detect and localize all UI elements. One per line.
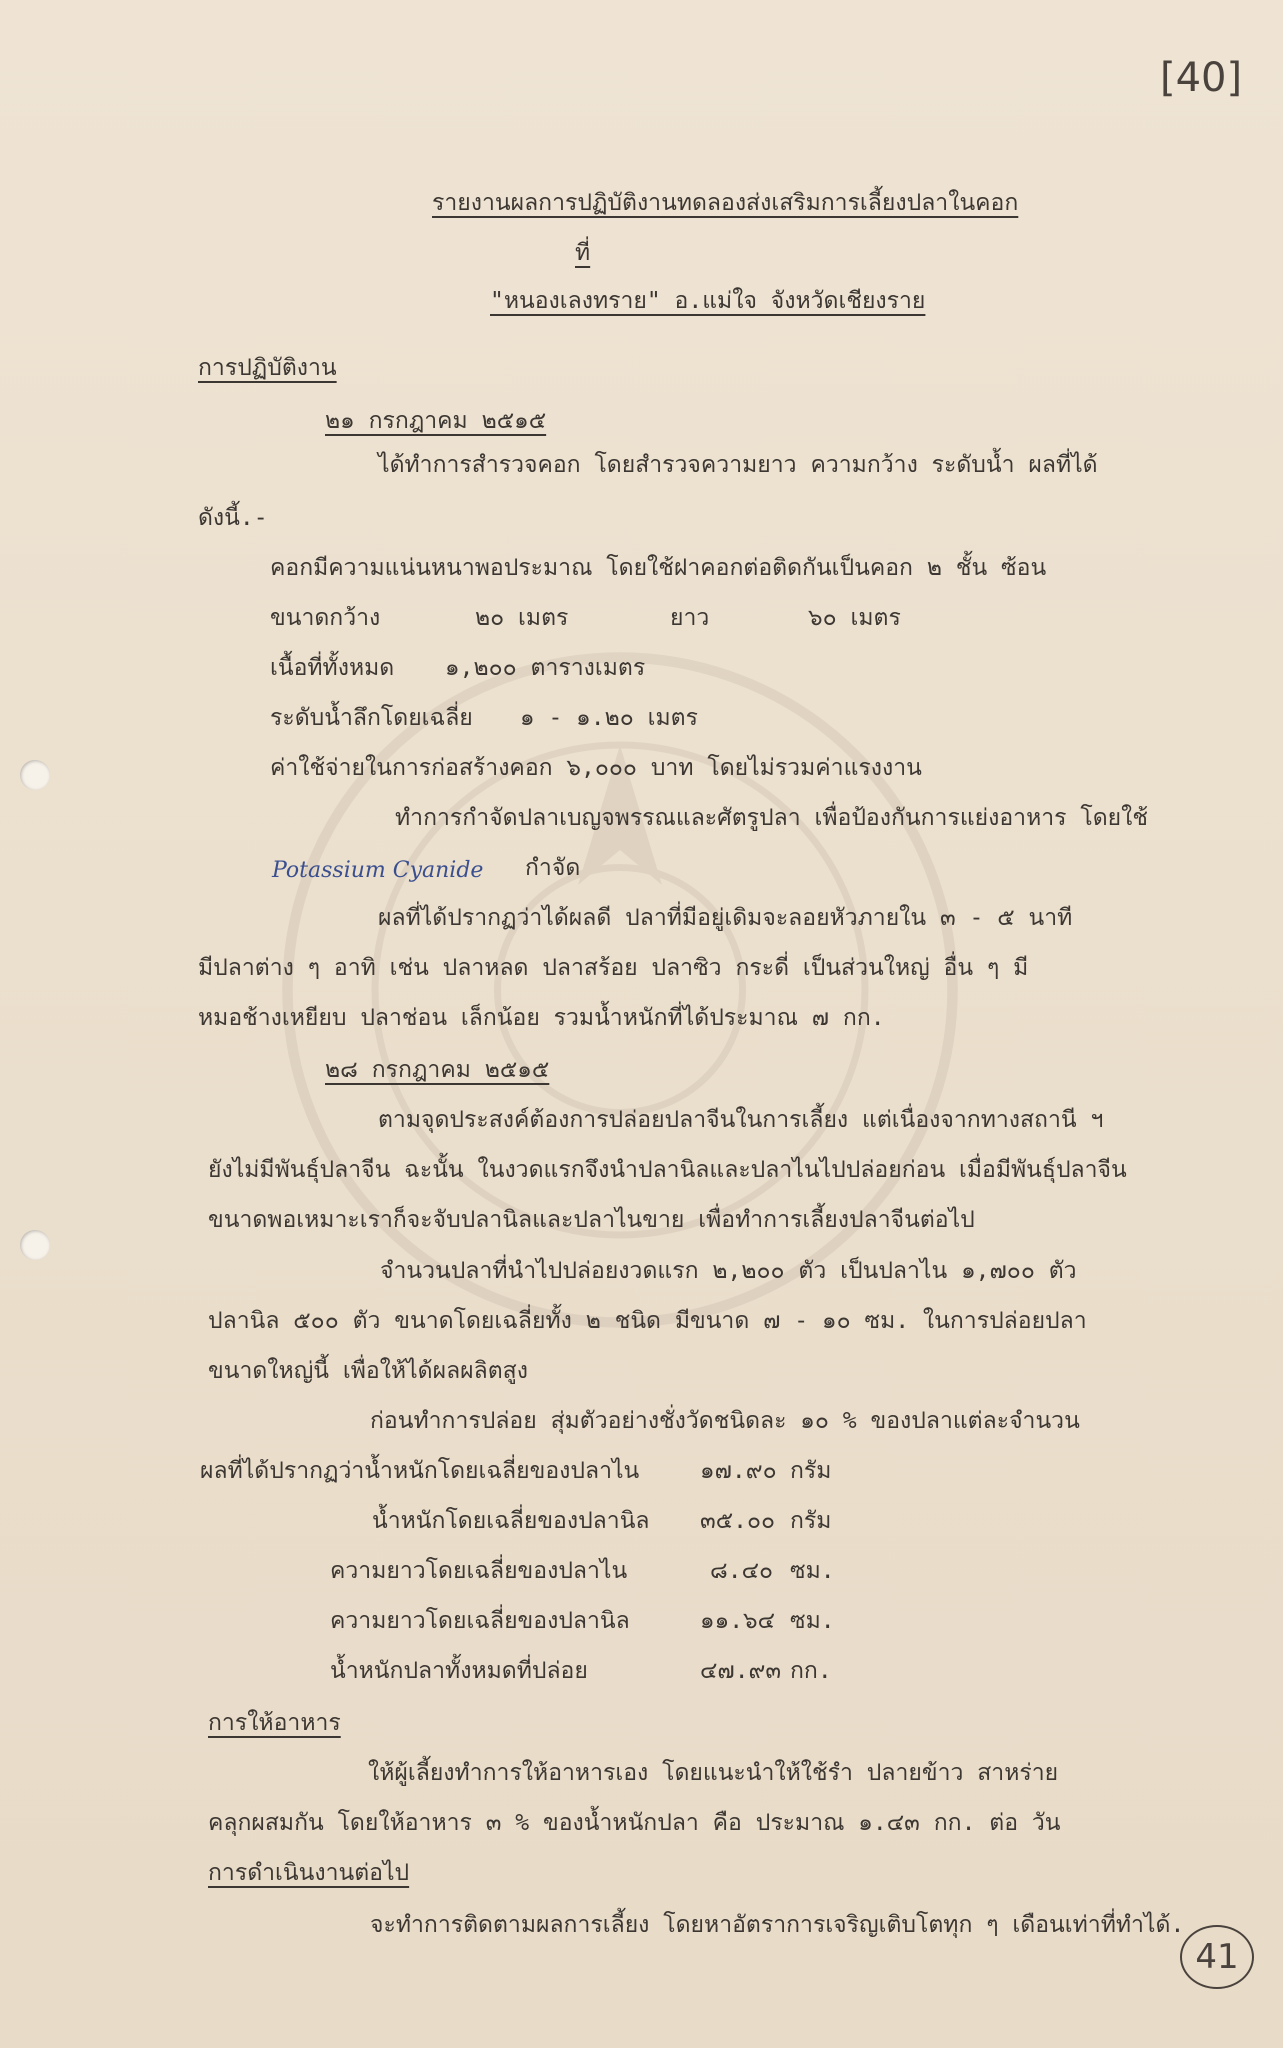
- measurement-value-5: ๔๗.๙๓: [700, 1658, 782, 1684]
- pen-area-label: เนื้อที่ทั้งหมด: [270, 655, 395, 681]
- para3-line3: หมอช้างเหยียบ ปลาช่อน เล็กน้อย รวมน้ำหนักที่ได้ประมาณ ๗ กก.: [198, 1005, 885, 1031]
- para3-line1: ผลที่ได้ปรากฏว่าได้ผลดี ปลาที่มีอยู่เดิมจะลอยหัวภายใน ๓ - ๕ นาที: [378, 905, 1073, 931]
- pen-area-value: ๑,๒๐๐ ตารางเมตร: [445, 655, 646, 681]
- date-2: ๒๘ กรกฎาคม ๒๕๑๕: [325, 1057, 550, 1083]
- measurement-value-1: ๑๗.๙๐: [700, 1458, 777, 1484]
- measurement-unit-2: กรัม: [790, 1508, 832, 1534]
- para4-line1: ตามจุดประสงค์ต้องการปล่อยปลาจีนในการเลี้ยง แต่เนื่องจากทางสถานี ฯ: [378, 1107, 1104, 1133]
- measurement-unit-4: ซม.: [790, 1608, 835, 1634]
- measurement-value-4: ๑๑.๖๔: [700, 1608, 776, 1634]
- measurement-label-2: น้ำหนักโดยเฉลี่ยของปลานิล: [372, 1508, 650, 1534]
- para4-line3: ขนาดพอเหมาะเราก็จะจับปลานิลและปลาไนขาย เพื่อทำการเลี้ยงปลาจีนต่อไป: [208, 1207, 975, 1233]
- seal-watermark-icon: [270, 640, 970, 1340]
- archive-ref-bottom: [1180, 1925, 1254, 1989]
- feeding-line1: ให้ผู้เลี้ยงทำการให้อาหารเอง โดยแนะนำให้ใช้รำ ปลายข้าว สาหร่าย: [368, 1760, 1059, 1786]
- para2-line1: ทำการกำจัดปลาเบญจพรรณและศัตรูปลา เพื่อป้องกันการแย่งอาหาร โดยใช้: [395, 805, 1148, 831]
- measurement-label-4: ความยาวโดยเฉลี่ยของปลานิล: [330, 1608, 630, 1634]
- date-1: ๒๑ กรกฎาคม ๒๕๑๕: [325, 408, 547, 434]
- section-operation: การปฏิบัติงาน: [198, 355, 337, 381]
- next-steps-line: จะทำการติดตามผลการเลี้ยง โดยหาอัตราการเจริญเติบโตทุก ๆ เดือนเท่าที่ทำได้.: [370, 1912, 1185, 1938]
- measurement-unit-5: กก.: [790, 1658, 832, 1684]
- measurement-label-1: ผลที่ได้ปรากฏว่าน้ำหนักโดยเฉลี่ยของปลาไน: [200, 1458, 640, 1484]
- heading-line-1: รายงานผลการปฏิบัติงานทดลองส่งเสริมการเลี้ยงปลาในคอก: [432, 190, 1019, 216]
- measurement-unit-3: ซม.: [790, 1558, 835, 1584]
- para5-line1: จำนวนปลาที่นำไปปล่อยงวดแรก ๒,๒๐๐ ตัว เป็นปลาไน ๑,๗๐๐ ตัว: [380, 1258, 1077, 1284]
- pen-length-value: ๖๐ เมตร: [808, 605, 901, 631]
- pen-depth-value: ๑ - ๑.๒๐ เมตร: [520, 705, 698, 731]
- para2-line2-rest: กำจัด: [525, 855, 581, 881]
- measurement-label-3: ความยาวโดยเฉลี่ยของปลาไน: [330, 1558, 628, 1584]
- para5-line2: ปลานิล ๕๐๐ ตัว ขนาดโดยเฉลี่ยทั้ง ๒ ชนิด มีขนาด ๗ - ๑๐ ซม. ในการปล่อยปลา: [208, 1308, 1087, 1334]
- measurement-value-3: ๘.๔๐: [710, 1558, 774, 1584]
- heading-line-3: "หนองเลงทราย" อ.แม่ใจ จังหวัดเชียงราย: [490, 288, 926, 314]
- handwritten-chemical: Potassium Cyanide: [272, 858, 484, 883]
- pen-depth-label: ระดับน้ำลึกโดยเฉลี่ย: [270, 705, 473, 731]
- pen-length-label: ยาว: [670, 605, 710, 631]
- para3-line2: มีปลาต่าง ๆ อาทิ เช่น ปลาหลด ปลาสร้อย ปลาซิว กระดี่ เป็นส่วนใหญ่ อื่น ๆ มี: [198, 955, 1029, 981]
- para1-line1: ได้ทำการสำรวจคอก โดยสำรวจความยาว ความกว้าง ระดับน้ำ ผลที่ได้: [378, 452, 1098, 478]
- para1-line2: ดังนี้.-: [198, 505, 268, 531]
- measurement-value-2: ๓๕.๐๐: [700, 1508, 776, 1534]
- archive-ref-top: [40]: [1160, 55, 1243, 101]
- para4-line2: ยังไม่มีพันธุ์ปลาจีน ฉะนั้น ในงวดแรกจึงนำปลานิลและปลาไนไปปล่อยก่อน เมื่อมีพันธุ์ปลาจีน: [208, 1157, 1127, 1183]
- pen-width-label: ขนาดกว้าง: [270, 605, 381, 631]
- punch-hole-bottom: [20, 1230, 50, 1260]
- section-feeding: การให้อาหาร: [208, 1710, 341, 1736]
- pen-structure: คอกมีความแน่นหนาพอประมาณ โดยใช้ฝาคอกต่อติดกันเป็นคอก ๒ ชั้น ซ้อน: [270, 555, 1047, 581]
- measurement-unit-1: กรัม: [790, 1458, 832, 1484]
- punch-hole-top: [20, 760, 50, 790]
- para5-line3: ขนาดใหญ่นี้ เพื่อให้ได้ผลผลิตสูง: [208, 1358, 528, 1384]
- para6-intro: ก่อนทำการปล่อย สุ่มตัวอย่างชั่งวัดชนิดละ ๑๐ % ของปลาแต่ละจำนวน: [370, 1408, 1080, 1434]
- pen-cost: ค่าใช้จ่ายในการก่อสร้างคอก ๖,๐๐๐ บาท โดยไม่รวมค่าแรงงาน: [270, 755, 922, 781]
- archive-ref-number: 41: [1195, 1937, 1239, 1977]
- pen-width-value: ๒๐ เมตร: [475, 605, 569, 631]
- measurement-label-5: น้ำหนักปลาทั้งหมดที่ปล่อย: [330, 1658, 588, 1684]
- section-next-steps: การดำเนินงานต่อไป: [208, 1860, 410, 1886]
- heading-line-2: ที่: [575, 240, 591, 266]
- feeding-line2: คลุกผสมกัน โดยให้อาหาร ๓ % ของน้ำหนักปลา คือ ประมาณ ๑.๔๓ กก. ต่อ วัน: [208, 1810, 1061, 1836]
